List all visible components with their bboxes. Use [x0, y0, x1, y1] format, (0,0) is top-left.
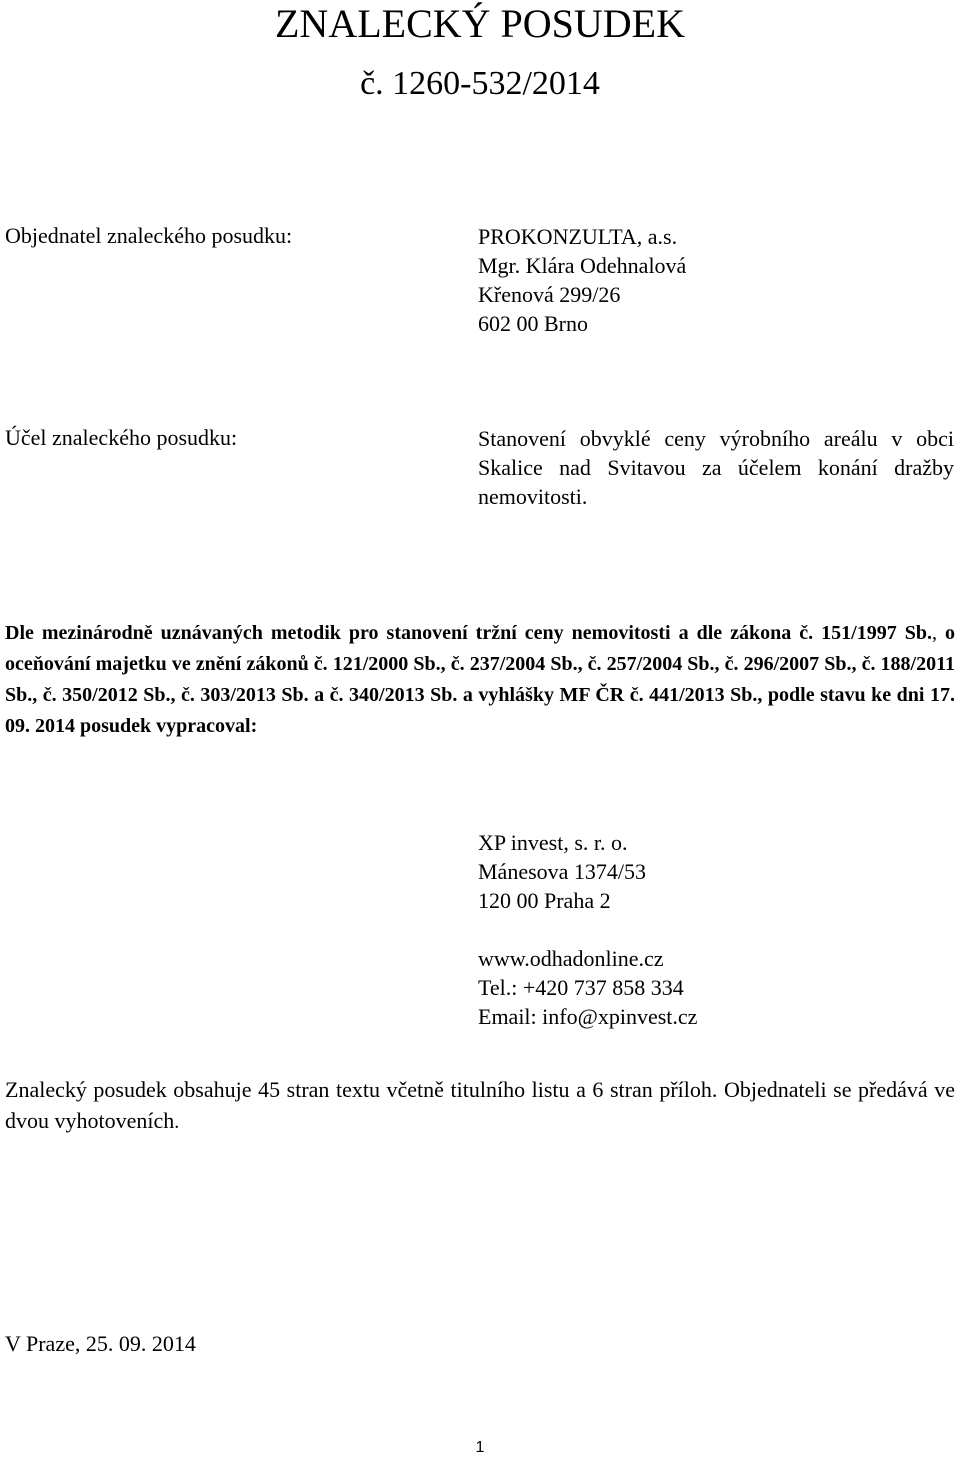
page-number: 1: [475, 1439, 485, 1456]
spacer: [478, 915, 697, 944]
client-city: 602 00 Brno: [478, 311, 588, 336]
expert-website: www.odhadonline.cz: [478, 946, 664, 971]
client-label: Objednatel znaleckého posudku:: [5, 223, 293, 248]
purpose-text: Stanovení obvyklé ceny výrobního areálu v obci Skalice nad Svitavou za účelem konání dražby nemovitosti.: [478, 426, 954, 509]
expert-city: 120 00 Praha 2: [478, 888, 611, 913]
methods-text-start: Dle mezinárodně uznávaných metodik pro stanovení tržní ceny nemovitosti a dle zákona č. 151/1997 Sb.: [5, 622, 932, 644]
expert-street: Mánesova 1374/53: [478, 859, 647, 884]
contents-text: Znalecký posudek obsahuje 45 stran textu včetně titulního listu a 6 stran příloh. Objednateli se předává ve dvou vyhotoveních: [5, 1077, 955, 1133]
contents-note: [5, 1074, 955, 1138]
methods-text-end: o oceňování majetku ve znění zákonů č. 121/2000 Sb., č. 237/2004 Sb., č. 257/2004 Sb., č. 296/2007 Sb., č. 188/2011 Sb., č. 350/2012 Sb., č. 303/2013 Sb. a č. 340/2013 Sb. a vyhlášky MF ČR č. 441/2013 Sb., podle stavu ke dni 17. 09. 2014 posudek vypracoval:: [5, 622, 956, 737]
client-company: PROKONZULTA, a.s.: [478, 224, 678, 249]
methods-statement: [5, 618, 955, 742]
purpose-label: Účel znaleckého posudku:: [5, 425, 238, 450]
expert-company: XP invest, s. r. o.: [478, 830, 628, 855]
expert-details: [478, 828, 697, 1031]
expert-phone: Tel.: +420 737 858 334: [478, 975, 684, 1000]
expert-email: Email: info@xpinvest.cz: [478, 1004, 698, 1029]
contents-period: .: [174, 1111, 180, 1133]
document-number: č. 1260-532/2014: [360, 65, 600, 102]
client-street: Křenová 299/26: [478, 282, 621, 307]
client-details: [478, 222, 686, 338]
document-title: ZNALECKÝ POSUDEK: [275, 1, 685, 46]
place-and-date: V Praze, 25. 09. 2014: [5, 1331, 196, 1356]
methods-comma: ,: [932, 622, 937, 644]
client-contact-person: Mgr. Klára Odehnalová: [478, 253, 687, 278]
